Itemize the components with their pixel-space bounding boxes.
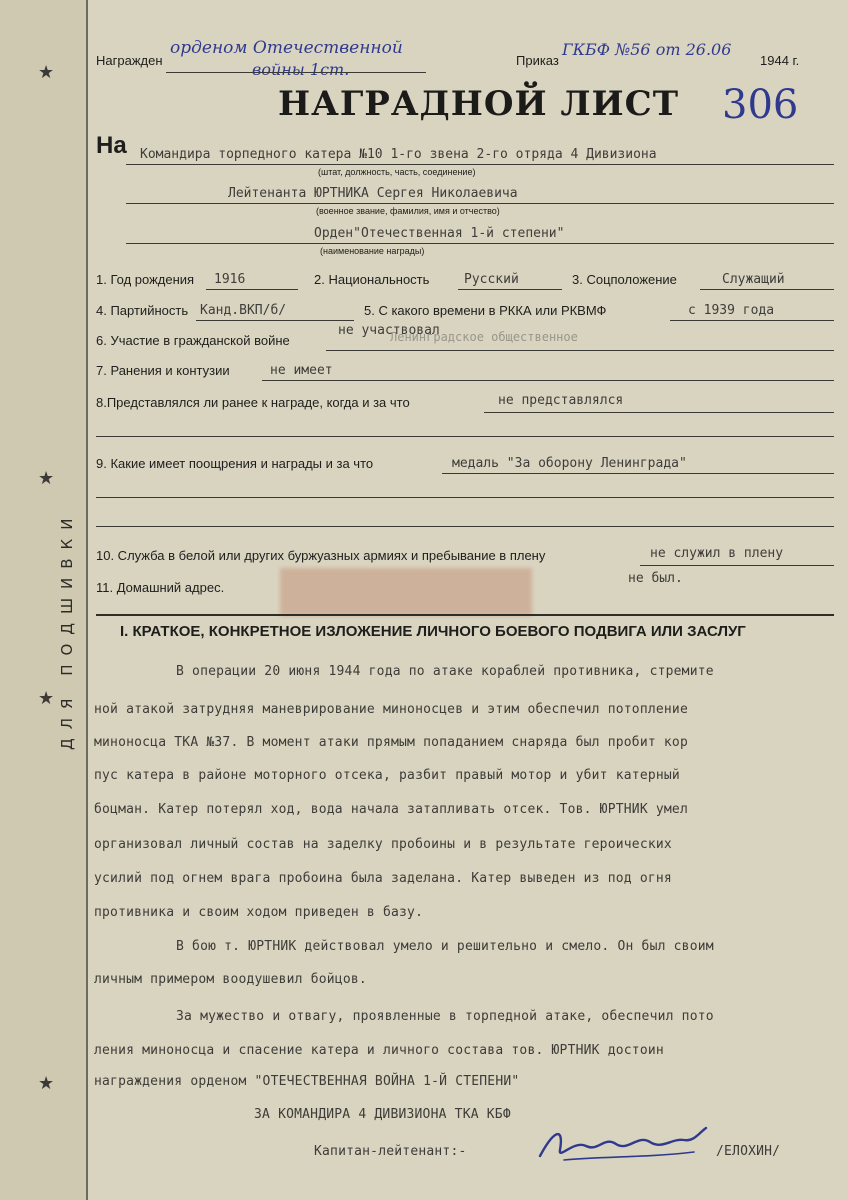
narrative-line: противника и своим ходом приведен в базу. [94, 905, 424, 920]
service-since-underline [670, 320, 834, 321]
order-year: 1944 г. [760, 53, 800, 68]
signoff-line-2: Капитан-лейтенант:- [314, 1144, 467, 1159]
redacted-address [280, 568, 532, 616]
section-divider [96, 614, 834, 616]
awarded-underline [166, 72, 426, 73]
wounds-value: не имеет [270, 363, 333, 378]
award-caption: (наименование награды) [320, 246, 425, 256]
foreign-service-underline [640, 565, 834, 566]
foreign-service-label: 10. Служба в белой или других буржуазных армиях и пребывание в плену [96, 548, 546, 563]
wounds-label: 7. Ранения и контузии [96, 363, 230, 378]
position-underline [126, 164, 834, 165]
order-label: Приказ [516, 53, 559, 68]
narrative-line: боцман. Катер потерял ход, вода начала затапливать отсек. Тов. ЮРТНИК умел [94, 802, 688, 817]
section-heading: I. КРАТКОЕ, КОНКРЕТНОЕ ИЗЛОЖЕНИЕ ЛИЧНОГО БОЕВОГО ПОДВИГА ИЛИ ЗАСЛУГ [120, 623, 746, 640]
narrative-line: организовал личный состав на заделку пробоины и в результате героических [94, 837, 672, 852]
star-icon: ★ [38, 688, 55, 709]
nationality-value: Русский [464, 272, 519, 287]
foreign-service-value-2: не был. [628, 571, 683, 586]
narrative-line: В бою т. ЮРТНИК действовал умело и решительно и смело. Он был своим [176, 939, 714, 954]
recipient-na-label: На [96, 132, 127, 159]
nationality-label: 2. Национальность [314, 272, 430, 287]
narrative-line: миноносца ТКА №37. В момент атаки прямым попаданием снаряда был пробит кор [94, 735, 688, 750]
service-since-value: с 1939 года [688, 303, 775, 318]
home-address-label: 11. Домашний адрес. [96, 580, 225, 595]
binding-margin [0, 0, 88, 1200]
service-since-label: 5. С какого времени в РККА или РКВМФ [364, 303, 607, 318]
prior-award-label: 8.Представлялся ли ранее к награде, когда и за что [96, 395, 410, 410]
civil-war-label: 6. Участие в гражданской войне [96, 333, 290, 348]
awarded-label: Награжден [96, 53, 163, 68]
recipient-position: Командира торпедного катера №10 1-го звена 2-го отряда 4 Дивизиона [140, 147, 657, 162]
social-status-value: Служащий [722, 272, 785, 287]
birth-year-label: 1. Год рождения [96, 272, 195, 287]
order-handwritten: ГКБФ №56 от 26.06 [562, 40, 732, 59]
narrative-line: ной атакой затрудняя маневрирование миноносцев и этим обеспечил потопление [94, 702, 688, 717]
narrative-line: За мужество и отвагу, проявленные в торпедной атаке, обеспечил пото [176, 1009, 714, 1024]
signoff-line-1: ЗА КОМАНДИРА 4 ДИВИЗИОНА ТКА КБФ [254, 1107, 511, 1122]
prior-award-blank-line [96, 436, 834, 437]
civil-war-value: не участвовал [338, 323, 440, 338]
social-status-underline [700, 289, 834, 290]
awards-value: медаль "За оборону Ленинграда" [452, 456, 687, 471]
recipient-name: Лейтенанта ЮРТНИКА Сергея Николаевича [228, 186, 518, 201]
narrative-line: В операции 20 июня 1944 года по атаке кораблей противника, стремите [176, 664, 714, 679]
narrative-line: личным примером воодушевил бойцов. [94, 972, 367, 987]
star-icon: ★ [38, 468, 55, 489]
awards-blank-line-2 [96, 526, 834, 527]
binding-label [8, 430, 76, 750]
star-icon: ★ [38, 1073, 55, 1094]
narrative-line: награждения орденом "ОТЕЧЕСТВЕННАЯ ВОЙНА 1-Й СТЕПЕНИ" [94, 1074, 520, 1089]
prior-award-underline [484, 412, 834, 413]
awarded-handwritten-line1: орденом Отечественной [170, 38, 403, 58]
name-underline [126, 203, 834, 204]
social-status-label: 3. Соцположение [572, 272, 677, 287]
faded-stamp-text: Ленинградское общественное [390, 330, 578, 344]
nationality-underline [458, 289, 562, 290]
awards-blank-line-1 [96, 497, 834, 498]
foreign-service-value: не служил в плену [650, 546, 784, 561]
narrative-line: пус катера в районе моторного отсека, разбит правый мотор и убит катерный [94, 768, 680, 783]
star-icon: ★ [38, 62, 55, 83]
narrative-line: усилий под огнем врага пробоина была заделана. Катер выведен из под огня [94, 871, 672, 886]
position-caption: (штат, должность, часть, соединение) [318, 167, 476, 177]
birth-year-underline [206, 289, 298, 290]
signatory-name: /ЕЛОХИН/ [716, 1144, 781, 1159]
awards-underline [442, 473, 834, 474]
handwritten-signature [534, 1120, 714, 1170]
awarded-handwritten-line2: войны 1ст. [252, 60, 350, 79]
wounds-underline [262, 380, 834, 381]
document-title: НАГРАДНОЙ ЛИСТ [278, 84, 680, 124]
awards-label: 9. Какие имеет поощрения и награды и за что [96, 456, 374, 471]
name-caption: (военное звание, фамилия, имя и отчество) [316, 206, 500, 216]
civil-war-underline [326, 350, 834, 351]
party-underline [196, 320, 354, 321]
registry-number: 306 [722, 82, 799, 128]
party-label: 4. Партийность [96, 303, 189, 318]
award-underline [126, 243, 834, 244]
recipient-award: Орден"Отечественная 1-й степени" [314, 226, 565, 241]
binding-label-text: ДЛЯ ПОДШИВКИ [58, 509, 76, 750]
party-value: Канд.ВКП/б/ [200, 303, 287, 318]
birth-year-value: 1916 [214, 272, 246, 287]
narrative-line: ления миноносца и спасение катера и личного состава тов. ЮРТНИК достоин [94, 1043, 664, 1058]
prior-award-value: не представлялся [498, 393, 624, 408]
